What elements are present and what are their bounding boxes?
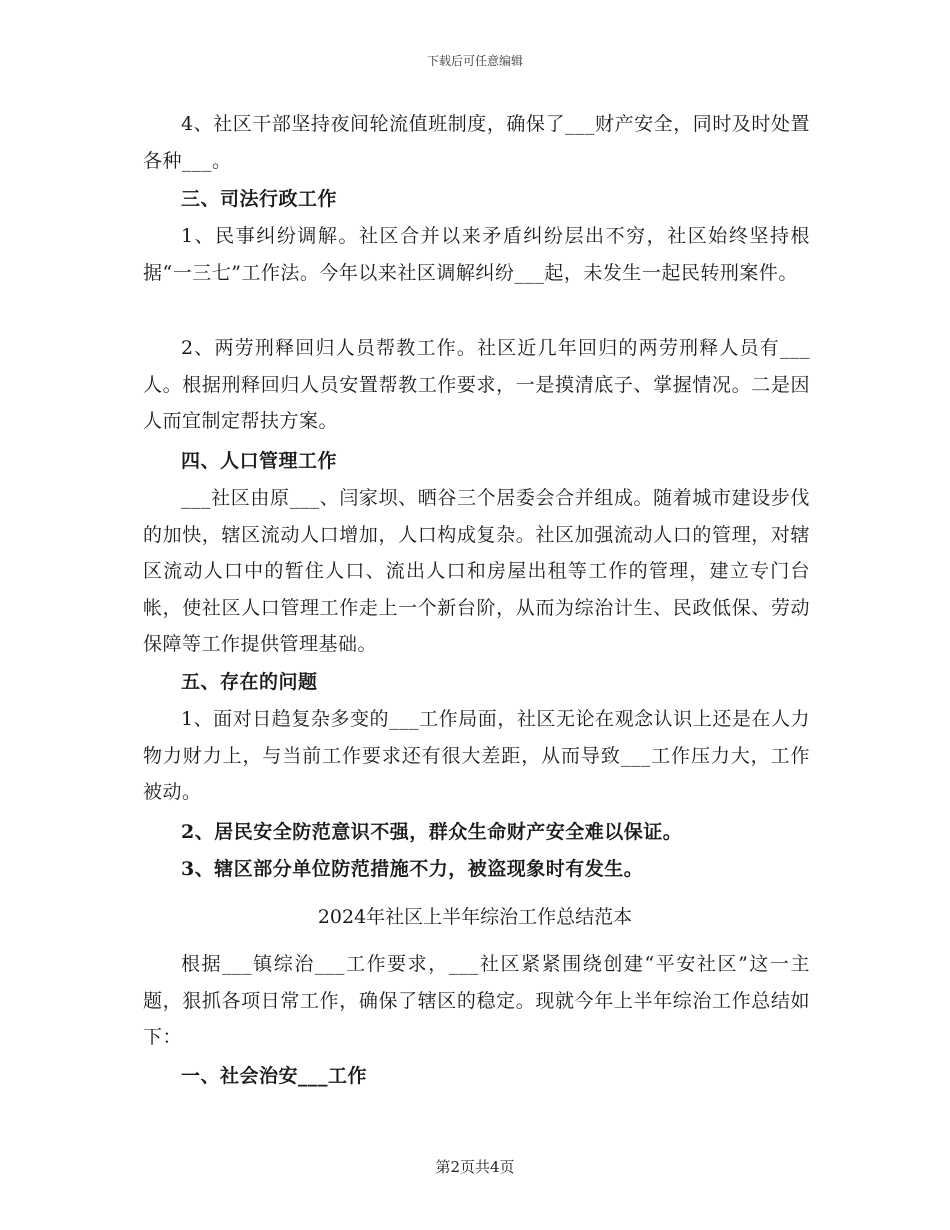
section-heading-population: 四、人口管理工作 [181, 450, 338, 472]
paragraph-intro: 根据___镇综治___工作要求，___社区紧紧围绕创建“平安社区”这一主题，狠抓各项日常工作，确保了辖区的稳定。现就今年上半年综治工作总结如下： [143, 953, 810, 1049]
paragraph-problem-2: 2、居民安全防范意识不强，群众生命财产安全难以保证。 [181, 821, 683, 843]
section-heading-judicial: 三、司法行政工作 [181, 188, 338, 210]
page-header: 下载后可任意编辑 [426, 54, 523, 68]
paragraph-dispute-mediation: 1、民事纠纷调解。社区合并以来矛盾纠纷层出不穷，社区始终坚持根据“一三七”工作法。今年以来社区调解纠纷___起，未发生一起民转刑案件。 [143, 225, 810, 284]
document-title: 2024年社区上半年综治工作总结范本 [317, 906, 633, 928]
paragraph-night-duty: 4、社区干部坚持夜间轮流值班制度，确保了___财产安全，同时及时处置各种___。 [143, 113, 810, 172]
paragraph-population-management: ___社区由原___、闫家坝、晒谷三个居委会合并组成。随着城市建设步伐的加快，辖区流动人口增加，人口构成复杂。社区加强流动人口的管理，对辖区流动人口中的暂住人口、流出人口和房屋出租等工作的管理，建立专门台帐，使社区人口管理工作走上一个新台阶，从而为综治计生、民政低保、劳动保障等工作提供管理基础。 [143, 487, 810, 656]
section-heading-problems: 五、存在的问题 [181, 671, 318, 693]
paragraph-released-persons: 2、两劳刑释回归人员帮教工作。社区近几年回归的两劳刑释人员有___人。根据刑释回归人员安置帮教工作要求，一是摸清底子、掌握情况。二是因人而宜制定帮扶方案。 [143, 337, 810, 433]
paragraph-problem-1: 1、面对日趋复杂多变的___工作局面，社区无论在观念认识上还是在人力物力财力上，与当前工作要求还有很大差距，从而导致___工作压力大，工作被动。 [143, 708, 810, 804]
section-heading-public-security: 一、社会治安___工作 [181, 1065, 368, 1087]
paragraph-problem-3: 3、辖区部分单位防范措施不力，被盗现象时有发生。 [181, 858, 644, 880]
page-footer: 第2页共4页 [435, 1158, 515, 1176]
